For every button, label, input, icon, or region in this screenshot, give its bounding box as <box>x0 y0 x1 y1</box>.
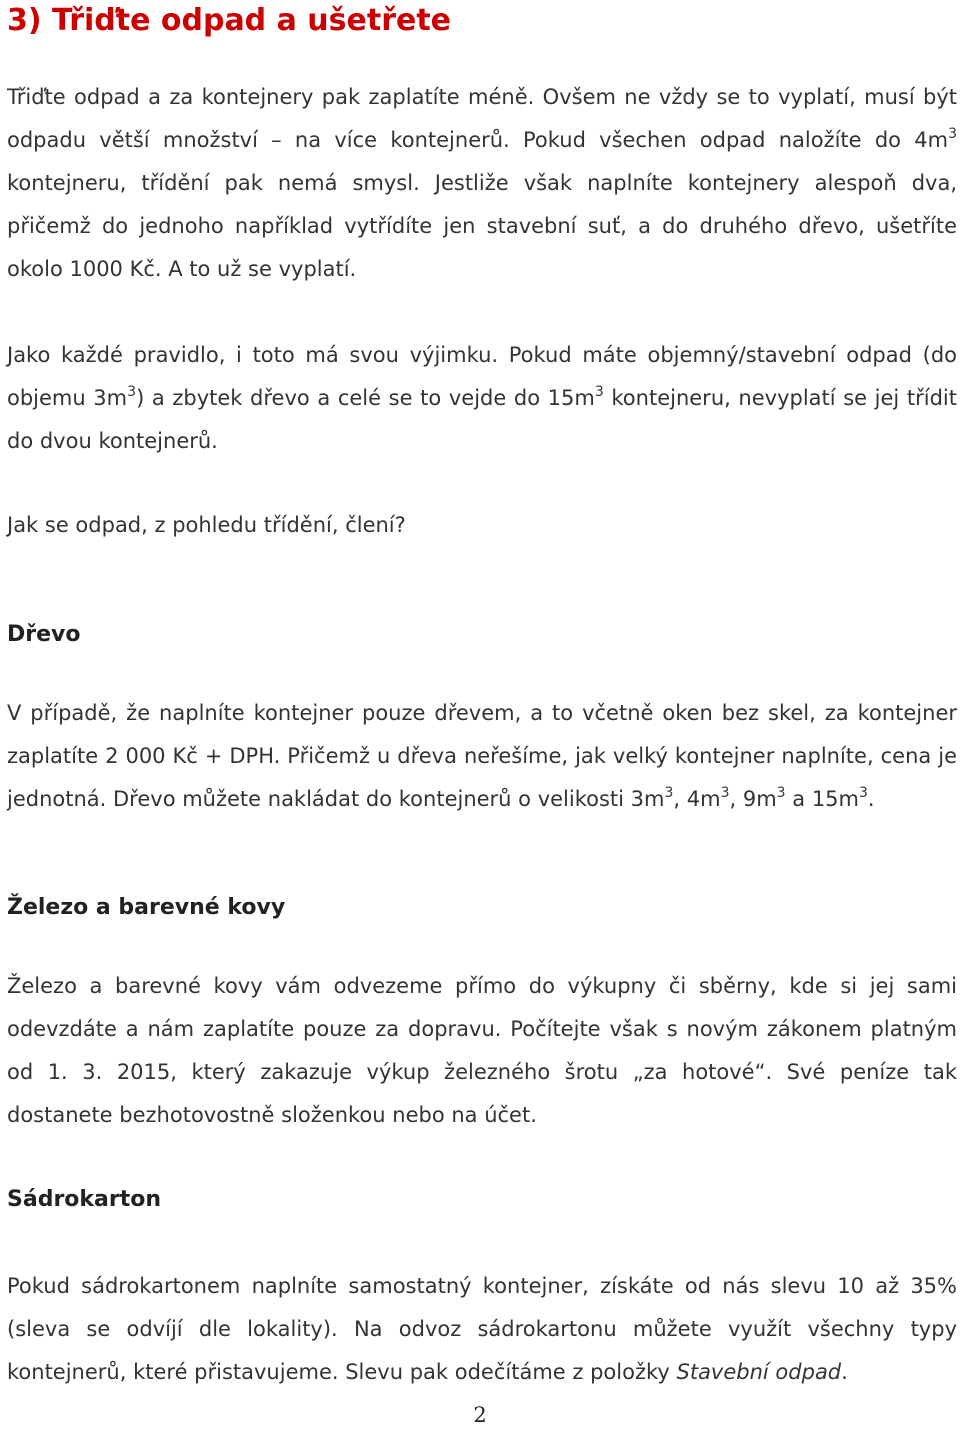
wood-text-a: V případě, že naplníte kontejner pouze dřevem, a to včetně oken bez skel, za kontejner zaplatíte 2 000 Kč + DPH. Přičemž u dřeva neřešíme, jak velký kontejner naplníte, cena je jednotná. Dřevo můžete nakládat do kontejnerů o velikosti 3m <box>7 701 957 811</box>
wood-superscript-3: 3 <box>776 785 786 801</box>
drywall-text-b: . <box>841 1360 848 1384</box>
section-text-drywall <box>7 1265 957 1394</box>
wood-superscript-1: 3 <box>664 785 674 801</box>
section-title-metal: Železo a barevné kovy <box>7 895 286 920</box>
drywall-text-emphasis: Stavební odpad <box>676 1360 842 1384</box>
intro-p2-text-c: kontejneru, nevyplatí se jej třídit do dvou kontejnerů. <box>7 386 957 453</box>
intro-p2-superscript-1: 3 <box>127 384 137 400</box>
page-title: 3) Třiďte odpad a ušetřete <box>7 3 452 38</box>
page-number: 2 <box>473 1403 487 1427</box>
wood-text-b: , 4m <box>673 787 721 811</box>
section-title-drywall: Sádrokarton <box>7 1187 162 1212</box>
wood-superscript-4: 3 <box>859 785 868 801</box>
intro-p2-text-a: Jako každé pravidlo, i toto má svou výjimku. Pokud máte objemný/stavební odpad (do objemu 3m <box>7 343 957 410</box>
section-text-metal: Železo a barevné kovy vám odvezeme přímo do výkupny či sběrny, kde si jej sami odevzdáte a nám zaplatíte pouze za dopravu. Počítejte však s novým zákonem platným od 1. 3. 2015, který zakazuje výkup železného šrotu „za hotové“. Své peníze tak dostanete bezhotovostně složenkou nebo na účet. <box>7 974 957 1127</box>
intro-question: Jak se odpad, z pohledu třídění, člení? <box>7 513 406 537</box>
wood-text-d: a 15m <box>785 787 859 811</box>
intro-p1-text-b: kontejneru, třídění pak nemá smysl. Jestliže však naplníte kontejnery alespoň dva, přičemž do jednoho například vytřídíte jen stavební suť, a do druhého dřevo, ušetříte okolo 1000 Kč. A to už se vyplatí. <box>7 171 957 281</box>
wood-superscript-2: 3 <box>720 785 730 801</box>
intro-paragraph-2 <box>7 334 957 463</box>
wood-text-c: , 9m <box>729 787 777 811</box>
intro-p2-superscript-2: 3 <box>594 384 604 400</box>
intro-p1-text-a: Třiďte odpad a za kontejnery pak zaplatíte méně. Ovšem ne vždy se to vyplatí, musí být odpadu větší množství – na více kontejnerů. Pokud všechen odpad naložíte do 4m <box>7 85 957 152</box>
intro-p2-text-b: ) a zbytek dřevo a celé se to vejde do 15m <box>136 386 595 410</box>
intro-paragraph-1 <box>7 76 957 291</box>
section-title-wood: Dřevo <box>7 622 81 647</box>
intro-p1-superscript: 3 <box>948 126 957 142</box>
drywall-text-a: Pokud sádrokartonem naplníte samostatný kontejner, získáte od nás slevu 10 až 35% (sleva se odvíjí dle lokality). Na odvoz sádrokartonu můžete využít všechny typy kontejnerů, které přistavujeme. Slevu pak odečítáme z položky <box>7 1274 957 1384</box>
wood-text-e: . <box>867 787 875 811</box>
section-text-wood <box>7 692 957 821</box>
